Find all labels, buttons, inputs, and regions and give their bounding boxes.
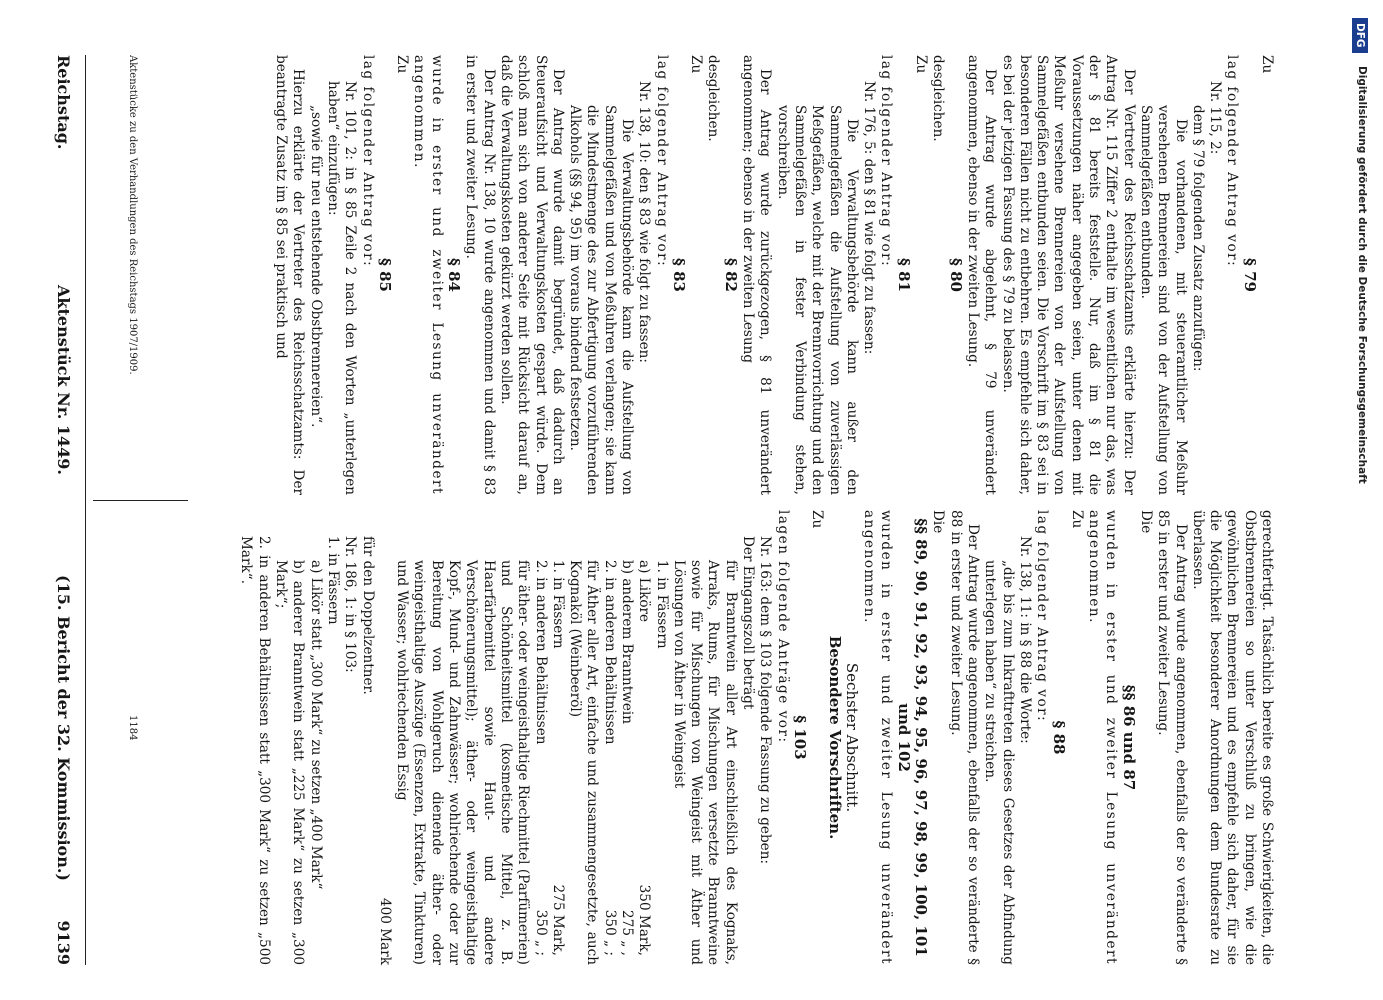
s83-result: Der Antrag Nr. 138, 10 wurde angenommen und damit § 83 in erster und zweiter Lesung.: [463, 55, 497, 495]
right-footer: 1184: [127, 715, 138, 741]
s103-title: § 103: [790, 715, 809, 760]
s80-title: § 80: [946, 258, 965, 292]
s89-title: §§ 89, 90, 91, 92, 93, 94, 95, 96, 97, 98, 99, 100, 101 und 102: [894, 518, 931, 957]
header-left: Reichstag.: [54, 55, 73, 150]
s80-text: desgleichen.: [930, 55, 947, 142]
s83-nr: Nr. 138, 10: den § 83 wie folgt zu fassen:: [636, 81, 653, 363]
s81-nr: Nr. 176, 5: den § 81 wie folgt zu fassen:: [861, 81, 878, 355]
s84-title: § 84: [445, 258, 464, 292]
abschnitt: Sechster Abschnitt.: [842, 662, 861, 813]
s103-l2: für Branntwein aller Art einschließlich des Kognaks, Arraks, Rums, für Mischungen versetzte Branntweine sowie für Mischungen von Weingeist mit Äther und Lösungen von Äther in Weingeist: [670, 560, 739, 965]
tariff-row: [600, 560, 617, 960]
tariff-label: 2. in anderen Behältnissen: [532, 560, 549, 745]
s103-l4: für Äther aller Art, einfache und zusammengesetzte, auch Kognaköl (Weinbeeröl): [567, 560, 601, 965]
s103-l3: 1. in Fässern: [653, 560, 670, 649]
s86-text: wurden in erster und zweiter Lesung unverändert angenommen.: [1086, 510, 1120, 965]
left-column: [272, 55, 1275, 495]
s81-result: Der Antrag wurde zurückgezogen, § 81 unverändert angenommen; ebenso in der zweiten Lesung: [740, 55, 774, 495]
tariff-label: a) Liköre: [636, 560, 653, 623]
left-footer: Aktenstücke zu den Verhandlungen des Reichstags 1907/1909.: [127, 55, 138, 375]
s81-zu: Zu: [913, 55, 930, 74]
page-number: 9139: [54, 920, 73, 965]
s103-m1a: a) Likör statt „300 Mark“ zu setzen „400 Mark“: [307, 560, 324, 890]
s103-l1: Der Eingangszoll beträgt: [740, 536, 757, 710]
s85-zu: Zu: [394, 55, 411, 74]
tariff-label: 1. in Fässern: [549, 560, 566, 649]
s79-text1: dem § 79 folgenden Zusatz anzufügen:: [1189, 105, 1206, 372]
s103-l5: für äther- oder weingeisthaltige Riechmittel (Parfümerien) und Schönheitsmittel (kosmetische Mittel, z. B. Haarfärbemittel sowie Haut- und andere Verschönerungsmittel); äther- oder weingeisthaltige Kopf-, Mund- und Zahnwässer; wohlriechende oder zur Bereitung von Wohlgeruch dienende äther- oder weingeisthaltige Auszüge (Essenzen, Extrakte, Tinkturen) und Wasser; wohlriechenden Essig: [394, 560, 532, 965]
s83-title: § 83: [669, 258, 688, 292]
s85-text: „sowie für neu entstehende Obstbrennereien“.: [307, 105, 324, 428]
column-divider: [93, 500, 188, 501]
s103-l6: für den Doppelzentner.: [359, 536, 376, 695]
tariff-row: [531, 560, 548, 960]
tariff-amount: 350 „ ;: [532, 909, 549, 956]
right-column: [237, 510, 1275, 965]
tariff-amount: 275 „ ,: [619, 910, 636, 956]
s88-result: Der Antrag wurde angenommen, ebenfalls der so veränderte § 88 in erster und zweiter Lesung.: [947, 510, 981, 965]
page-header: [45, 55, 79, 965]
s85-nr: Nr. 101, 2: in § 85 Zeile 2 nach den Worten „unterlegen haben“ einzufügen:: [324, 81, 359, 495]
s83-zu: Zu: [688, 55, 705, 74]
header-center-left: Aktenstück Nr. 1449.: [54, 285, 73, 475]
s103-m2: 2. in anderen Behältnissen statt „300 Mark“ zu setzen „500 Mark“.: [238, 536, 272, 965]
s88-text: „die bis zum Inkrafttreten dieses Gesetzes der Abfindung unterlegen haben“ zu streichen.: [982, 560, 1016, 965]
r-p1: gerechtfertigt. Tatsächlich bereite es große Schwierigkeiten, die Obstbrennereien so unter Verschluß zu bringen, wie die gewöhnlichen Brennereien und es empfehle sich daher, für sie die Möglichkeit besonderer Anordnungen dem Bundesrate zu überlassen.: [1189, 510, 1275, 965]
r-p2: Der Antrag wurde angenommen, ebenfalls der so veränderte § 85 in erster und zweiter Lesung.: [1155, 510, 1189, 965]
s88-title: § 88: [1050, 720, 1069, 755]
tariff-row: [635, 560, 652, 960]
tariff-table-2: [531, 560, 566, 960]
s82-text: desgleichen.: [705, 55, 722, 142]
tariff-amount: 350 Mark,: [636, 884, 653, 956]
s85-title: § 85: [375, 258, 394, 292]
s103-antrag: lagen folgende Anträge vor:: [774, 510, 791, 744]
s81-antrag: lag folgender Antrag vor:: [878, 55, 895, 268]
s85-vertreter: Hierzu erklärte der Vertreter des Reichsschatzamts: Der beantragte Zusatz im § 85 sei praktisch und: [273, 55, 307, 495]
s103-m1b: b) anderer Branntwein statt „225 Mark“ zu setzen „300 Mark“;: [273, 560, 307, 965]
s103-l5-amount: 400 Mark: [376, 897, 393, 965]
s103-nr: Nr. 163: dem § 103 folgende Fassung zu geben:: [757, 536, 774, 865]
s86-title: §§ 86 und 87: [1119, 684, 1138, 791]
tariff-amount: 350 „ ;: [601, 909, 618, 956]
s83-text: Die Verwaltungsbehörde kann die Aufstellung von Sammelgefäßen und von Meßuhren verlangen; sie kann die Mindestmenge des zur Abfertigung vorzuführenden Alkohols (§§ 94, 95) im voraus bindend festsetzen.: [567, 105, 636, 495]
s89-text: wurden in erster und zweiter Lesung unverändert angenommen.: [861, 510, 895, 965]
s79-nr: Nr. 115, 2:: [1207, 81, 1224, 155]
s103-m1: 1. in Fässern: [324, 536, 341, 625]
s84-text: wurde in erster und zweiter Lesung unverändert angenommen.: [411, 55, 445, 495]
header-rule: [85, 55, 86, 965]
digitization-stamp: [1343, 6, 1377, 996]
header-center-right: (15. Bericht der 32. Kommission.): [54, 575, 73, 881]
s81-text: Die Verwaltungsbehörde kann außer den Sammelgefäßen die Aufstellung von zuverlässigen Meßgefäßen, welche mit der Brennvorrichtung und den Sammelgefäßen in fester Verbindung stehen, vorschreiben.: [774, 105, 860, 495]
s79-vertreter: Der Vertreter des Reichsschatzamts erklärte hierzu: Der Antrag Nr. 115 Ziffer 2 enthalte im wesentlichen nur das, was der § 81 bereits feststelle. Nur, daß im § 81 die Voraussetzungen näher angegeben seien, unter denen mit Meßuhr versehene Brennereien von der Aufstellung von Sammelgefäßen entbunden seien. Die Vorschrift im § 83 sei in besonderen Fällen nicht zu entbehren. Es empfehle sich daher, es bei der jetzigen Fassung des § 79 zu belassen.: [999, 55, 1137, 495]
digitization-note: Digitalisierung gefördert durch die Deutsche Forschungsgemeinschaft: [1356, 66, 1368, 484]
s79-result: Der Antrag wurde abgelehnt, § 79 unverändert angenommen, ebenso in der zweiten Lesung.: [964, 55, 999, 495]
tariff-table-1: [600, 560, 652, 960]
s88-antrag: lag folgender Antrag vor:: [1034, 510, 1051, 723]
s86-die: Die: [1137, 510, 1154, 534]
abschnitt-title: Besondere Vorschriften.: [825, 635, 844, 840]
s85-antrag: lag folgender Antrag vor:: [359, 55, 376, 268]
s79-antrag: lag folgender Antrag vor:: [1224, 55, 1241, 268]
s81-title: § 81: [894, 258, 913, 292]
s103-zu: Zu: [809, 510, 826, 529]
s79-zu: Zu: [1259, 55, 1275, 74]
tariff-amount: 275 Mark,: [549, 884, 566, 956]
tariff-label: b) anderem Branntwein: [619, 560, 636, 725]
s83-begruendung: Der Antrag wurde damit begründet, daß dadurch an Steueraufsicht und Verwaltungskosten gespart würde. Dem schloß man sich von anderer Seite mit Rücksicht darauf an, daß die Verwaltungskosten gekürzt werden sollen.: [497, 55, 566, 495]
s88-nr: Nr. 138, 11: in § 88 die Worte:: [1016, 536, 1033, 744]
tariff-label: 2. in anderen Behältnissen: [601, 560, 618, 745]
s79-text2: Die vorhandenen, mit steueramtlicher Meßuhr versehenen Brennereien sind von der Aufstellung von Sammelgefäßen entbunden.: [1137, 105, 1189, 495]
dfg-logo: DFG: [1352, 18, 1368, 53]
tariff-row: [549, 560, 566, 960]
s89-die: Die: [930, 510, 947, 534]
s82-title: § 82: [721, 258, 740, 292]
s88-zu: Zu: [1068, 510, 1085, 529]
s79-title: § 79: [1240, 258, 1259, 292]
tariff-row: [618, 560, 635, 960]
s103-nr2: Nr. 186, 1: in § 103:: [342, 536, 359, 673]
s83-antrag: lag folgender Antrag vor:: [653, 55, 670, 268]
